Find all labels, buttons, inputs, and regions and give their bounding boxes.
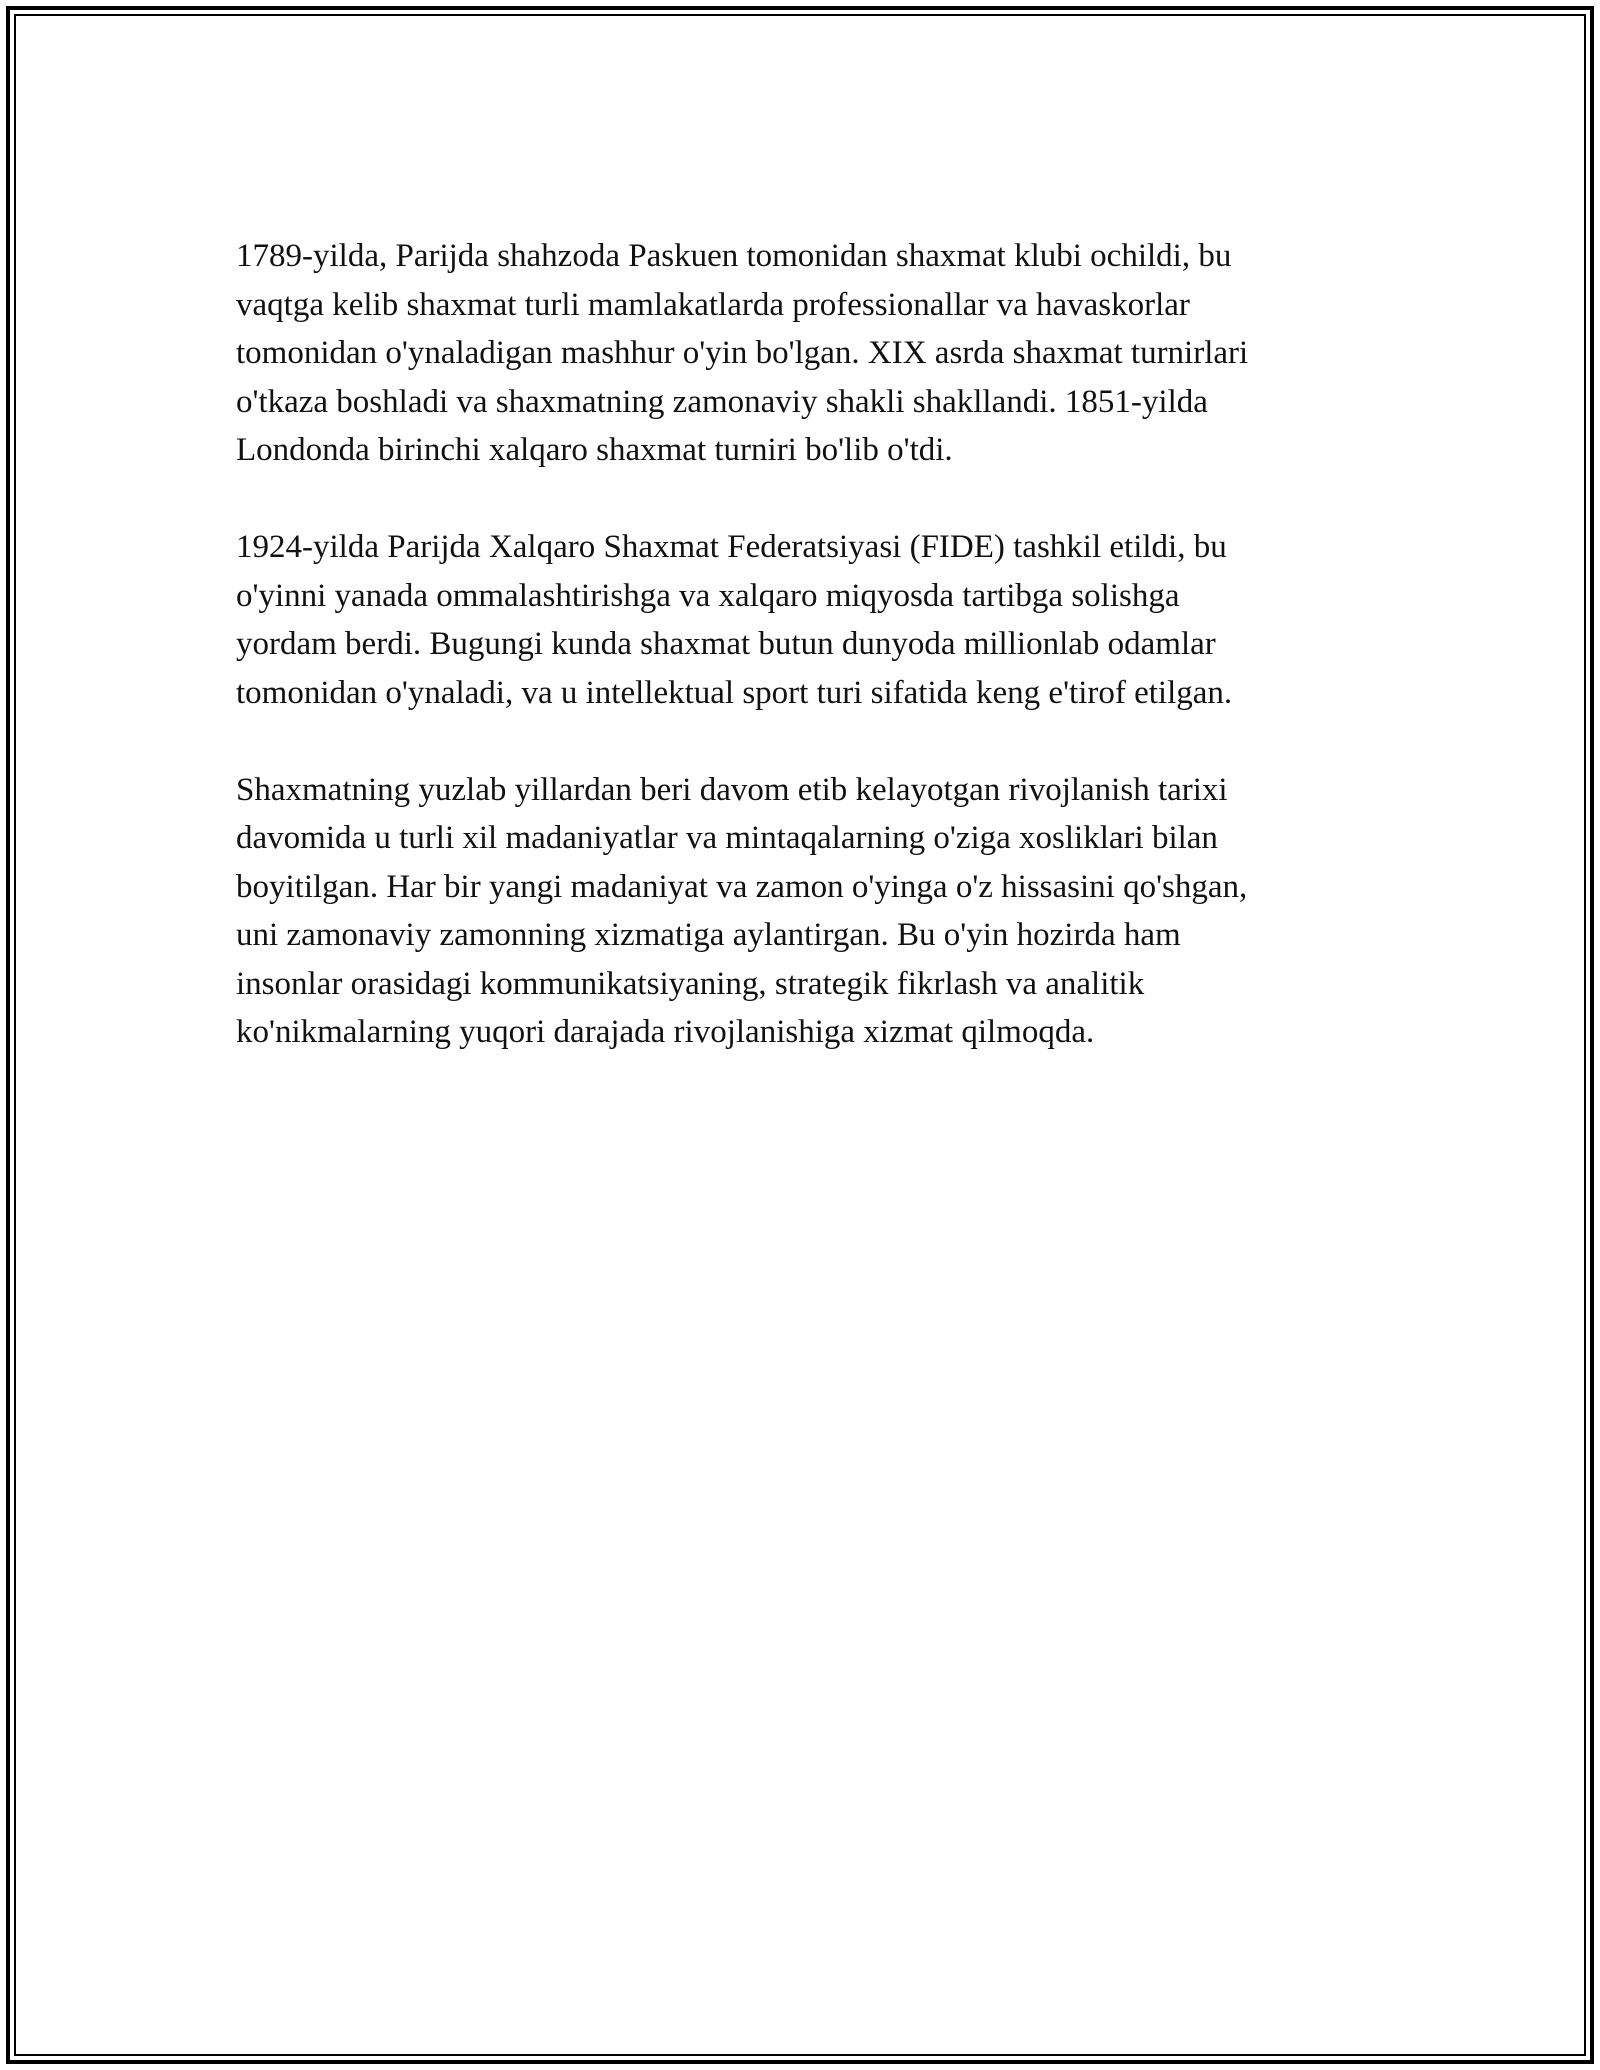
paragraph-line: tomonidan o'ynaladigan mashhur o'yin bo'lgan. XIX asrda shaxmat turnirlari xyxy=(236,335,1249,371)
document-body xyxy=(236,232,1376,1105)
paragraph-3 xyxy=(236,766,1376,1057)
paragraph-line: insonlar orasidagi kommunikatsiyaning, strategik fikrlash va analitik xyxy=(236,965,1145,1002)
paragraph-line: uni zamonaviy zamonning xizmatiga aylantirgan. Bu o'yin hozirda ham xyxy=(236,917,1181,953)
paragraph-line: vaqtga kelib shaxmat turli mamlakatlarda professionallar va havaskorlar xyxy=(236,286,1190,323)
paragraph-line: Shaxmatning yuzlab yillardan beri davom etib kelayotgan rivojlanish tarixi xyxy=(236,771,1228,808)
paragraph-line: boyitilgan. Har bir yangi madaniyat va zamon o'yinga o'z hissasini qo'shgan, xyxy=(236,868,1248,905)
paragraph-line: ko'nikmalarning yuqori darajada rivojlanishiga xizmat qilmoqda. xyxy=(236,1014,1095,1050)
paragraph-line: 1789-yilda, Parijda shahzoda Paskuen tomonidan shaxmat klubi ochildi, bu xyxy=(236,238,1232,274)
paragraph-2 xyxy=(236,523,1376,717)
paragraph-line: tomonidan o'ynaladi, va u intellektual sport turi sifatida keng e'tirof etilgan. xyxy=(236,674,1233,711)
paragraph-line: Londonda birinchi xalqaro shaxmat turniri bo'lib o'tdi. xyxy=(236,432,953,468)
paragraph-1 xyxy=(236,232,1376,475)
paragraph-line: 1924-yilda Parijda Xalqaro Shaxmat Federatsiyasi (FIDE) tashkil etildi, bu xyxy=(236,529,1227,565)
paragraph-line: o'yinni yanada ommalashtirishga va xalqaro miqyosda tartibga solishga xyxy=(236,577,1180,614)
paragraph-line: o'tkaza boshladi va shaxmatning zamonaviy shakli shakllandi. 1851-yilda xyxy=(236,383,1208,420)
paragraph-line: davomida u turli xil madaniyatlar va mintaqalarning o'ziga xosliklari bilan xyxy=(236,820,1218,856)
paragraph-line: yordam berdi. Bugungi kunda shaxmat butun dunyoda millionlab odamlar xyxy=(236,626,1216,662)
